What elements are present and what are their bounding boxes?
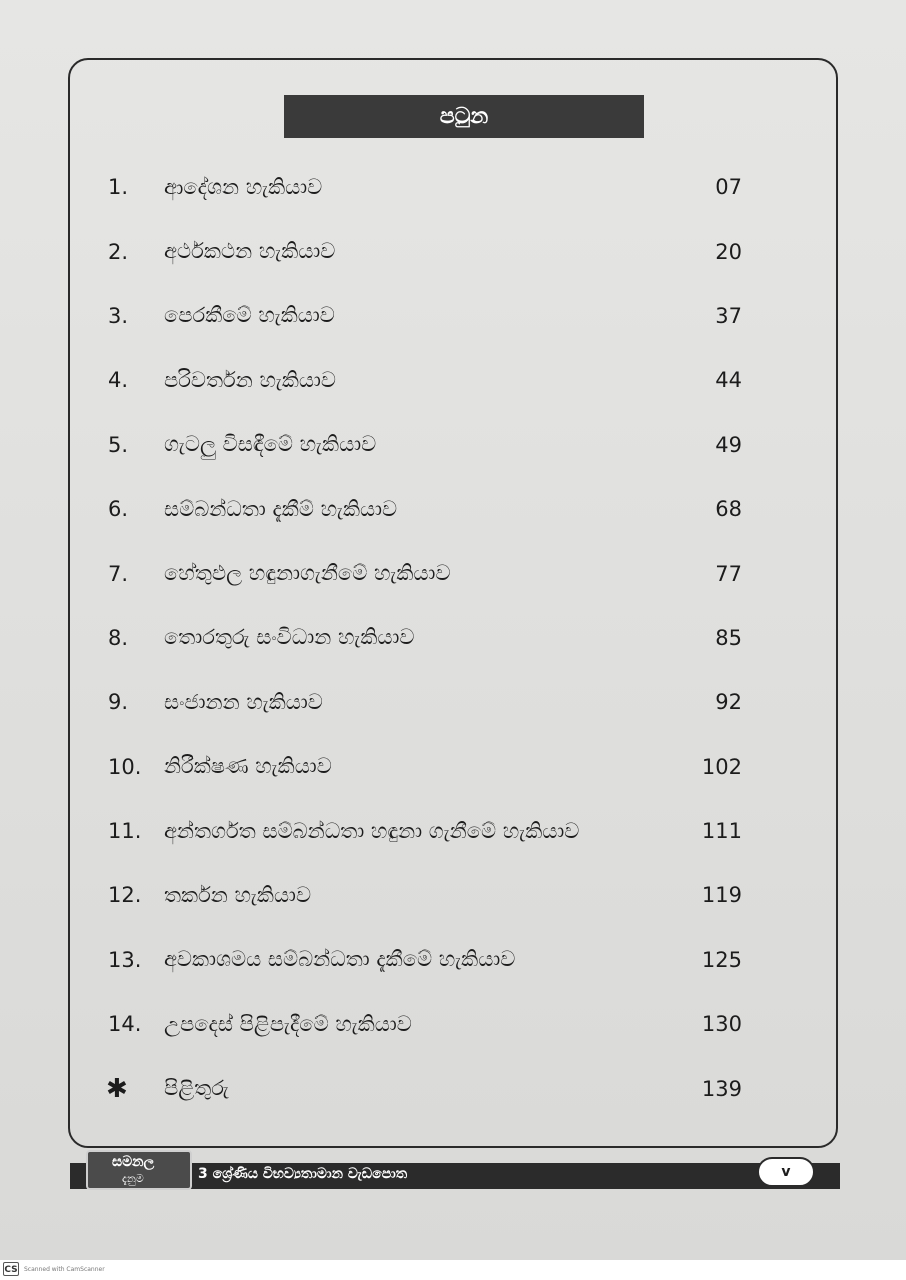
toc-page-number: 07 xyxy=(715,175,742,200)
toc-page-number: 77 xyxy=(715,561,742,586)
toc-page-number: 130 xyxy=(701,1012,742,1037)
toc-item xyxy=(100,284,750,348)
toc-item xyxy=(100,863,750,927)
toc-number: 8. xyxy=(108,625,129,650)
toc-item xyxy=(100,219,750,283)
toc-item xyxy=(100,799,750,863)
toc-title: අර්ථකථන හැකියාව xyxy=(164,239,336,264)
toc-page-number: 125 xyxy=(701,947,742,972)
toc-item xyxy=(100,928,750,992)
toc-title: හේතුඵල හඳුනාගැනීමේ හැකියාව xyxy=(164,561,451,586)
toc-number: 2. xyxy=(108,239,129,264)
toc-item xyxy=(100,477,750,541)
toc-number: 13. xyxy=(108,947,142,972)
toc-title: පෙරකීමේ හැකියාව xyxy=(164,303,335,328)
toc-title: නිරීක්ෂණ හැකියාව xyxy=(164,754,332,779)
toc-number: 4. xyxy=(108,368,129,393)
asterisk-icon: ✱ xyxy=(106,1073,128,1104)
toc-page-number: 44 xyxy=(715,368,742,393)
scanner-strip xyxy=(0,1260,906,1280)
toc-number: 14. xyxy=(108,1012,142,1037)
toc-number: 12. xyxy=(108,883,142,908)
toc-number: 6. xyxy=(108,497,129,522)
toc-item xyxy=(100,541,750,605)
toc-title: පරිවර්තන හැකියාව xyxy=(164,367,337,392)
toc-title: සංජානන හැකියාව xyxy=(164,689,323,714)
toc-item xyxy=(100,735,750,799)
toc-number: 9. xyxy=(108,690,129,715)
footer-book-title: 3 ශ්‍රේණිය විභව්‍යතාමාන වැඩපොත xyxy=(198,1166,408,1182)
camscanner-icon: CS xyxy=(3,1262,19,1276)
toc-title: සම්බන්ධතා දැකීම් හැකියාව xyxy=(164,496,398,521)
toc-title: තර්කන හැකියාව xyxy=(164,882,312,907)
toc-title: අවකාශමය සම්බන්ධතා දැකීමේ හැකියාව xyxy=(164,947,516,972)
toc-title: ආදේශන හැකියාව xyxy=(164,174,323,199)
scanner-watermark: Scanned with CamScanner xyxy=(24,1266,105,1273)
toc-number: 11. xyxy=(108,819,142,844)
toc-title: උපදෙස් පිළිපැදීමේ හැකියාව xyxy=(164,1011,412,1036)
toc-page-number: 68 xyxy=(715,497,742,522)
toc-number: 7. xyxy=(108,561,129,586)
toc-page-number: 92 xyxy=(715,690,742,715)
logo-text-line1: සමනල xyxy=(112,1154,155,1170)
table-of-contents xyxy=(100,155,750,1121)
toc-page-number: 102 xyxy=(701,754,742,779)
toc-item xyxy=(100,348,750,412)
toc-page-number: 119 xyxy=(701,883,742,908)
toc-page-number: 139 xyxy=(701,1076,742,1101)
publisher-logo xyxy=(86,1150,192,1190)
toc-item xyxy=(100,155,750,219)
toc-number: 10. xyxy=(108,754,142,779)
toc-item-answers xyxy=(100,1056,750,1120)
toc-page-number: 37 xyxy=(715,303,742,328)
toc-item xyxy=(100,606,750,670)
toc-page-number: 49 xyxy=(715,432,742,457)
toc-page-number: 20 xyxy=(715,239,742,264)
toc-item xyxy=(100,670,750,734)
toc-number: 1. xyxy=(108,175,129,200)
toc-number: 5. xyxy=(108,432,129,457)
page-title: පටුන xyxy=(284,95,644,138)
toc-item xyxy=(100,992,750,1056)
toc-item xyxy=(100,413,750,477)
toc-title: අන්තර්ගත සම්බන්ධතා හඳුනා ගැනීමේ හැකියාව xyxy=(164,818,580,843)
page-number-badge: v xyxy=(757,1157,815,1187)
logo-text-line2: දැනුම xyxy=(122,1172,144,1185)
toc-title: පිළිතුරු xyxy=(164,1076,229,1101)
toc-page-number: 85 xyxy=(715,625,742,650)
toc-number: 3. xyxy=(108,303,129,328)
toc-title: ගැටලු විසඳීමේ හැකියාව xyxy=(164,432,377,457)
toc-page-number: 111 xyxy=(701,819,742,844)
toc-title: තොරතුරු සංවිධාන හැකියාව xyxy=(164,625,415,650)
